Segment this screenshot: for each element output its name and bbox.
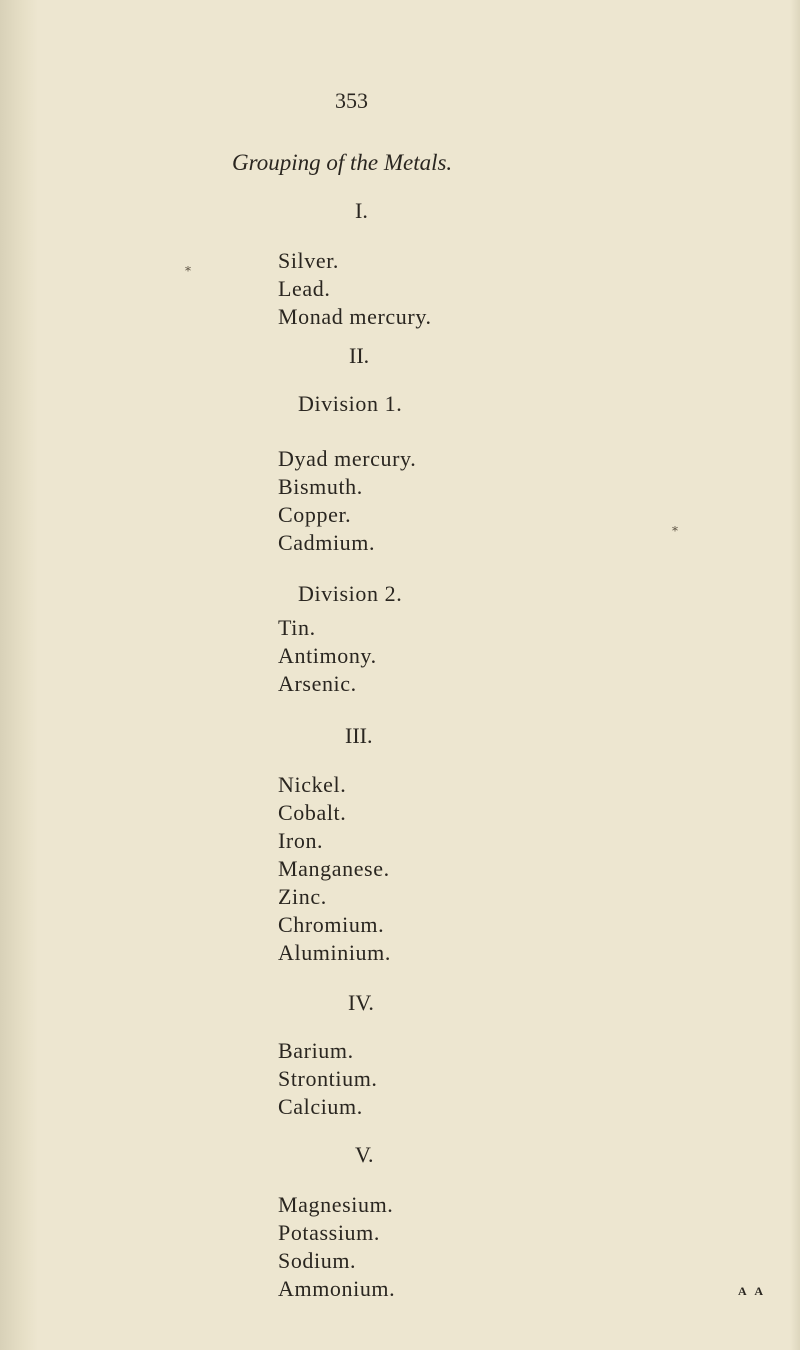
list-item: Tin. <box>278 615 316 640</box>
page-edge-shadow <box>790 0 800 1350</box>
group-numeral-v: V. <box>355 1142 374 1167</box>
list-item: Bismuth. <box>278 474 363 499</box>
list-item: Silver. <box>278 248 340 273</box>
list-item: Calcium. <box>278 1094 363 1119</box>
group-numeral-iv: IV. <box>348 990 374 1015</box>
list-item: Antimony. <box>278 643 377 668</box>
list-item: Copper. <box>278 502 352 527</box>
page-number: 353 <box>335 88 368 113</box>
list-item: Cobalt. <box>278 800 347 825</box>
list-item: Ammonium. <box>278 1276 396 1301</box>
page-gutter-shadow <box>0 0 38 1350</box>
list-item: Arsenic. <box>278 671 357 696</box>
group-numeral-i: I. <box>355 198 368 223</box>
list-item: Iron. <box>278 828 324 853</box>
division-heading: Division 2. <box>298 581 403 606</box>
signature-mark: A A <box>738 1284 767 1298</box>
list-item: Potassium. <box>278 1220 380 1245</box>
list-item: Zinc. <box>278 884 327 909</box>
list-item: Dyad mercury. <box>278 446 417 471</box>
list-item: Magnesium. <box>278 1192 394 1217</box>
list-item: Barium. <box>278 1038 354 1063</box>
list-item: Manganese. <box>278 856 390 881</box>
list-item: Strontium. <box>278 1066 378 1091</box>
ink-speck: ⁎ <box>672 520 678 534</box>
page-title: Grouping of the Metals. <box>232 150 453 175</box>
list-item: Monad mercury. <box>278 304 432 329</box>
group-numeral-ii: II. <box>349 343 370 368</box>
division-heading: Division 1. <box>298 391 403 416</box>
list-item: Nickel. <box>278 772 347 797</box>
list-item: Lead. <box>278 276 331 301</box>
group-numeral-iii: III. <box>345 723 373 748</box>
ink-speck: ⁎ <box>185 260 191 274</box>
list-item: Aluminium. <box>278 940 391 965</box>
list-item: Sodium. <box>278 1248 357 1273</box>
list-item: Chromium. <box>278 912 385 937</box>
list-item: Cadmium. <box>278 530 376 555</box>
